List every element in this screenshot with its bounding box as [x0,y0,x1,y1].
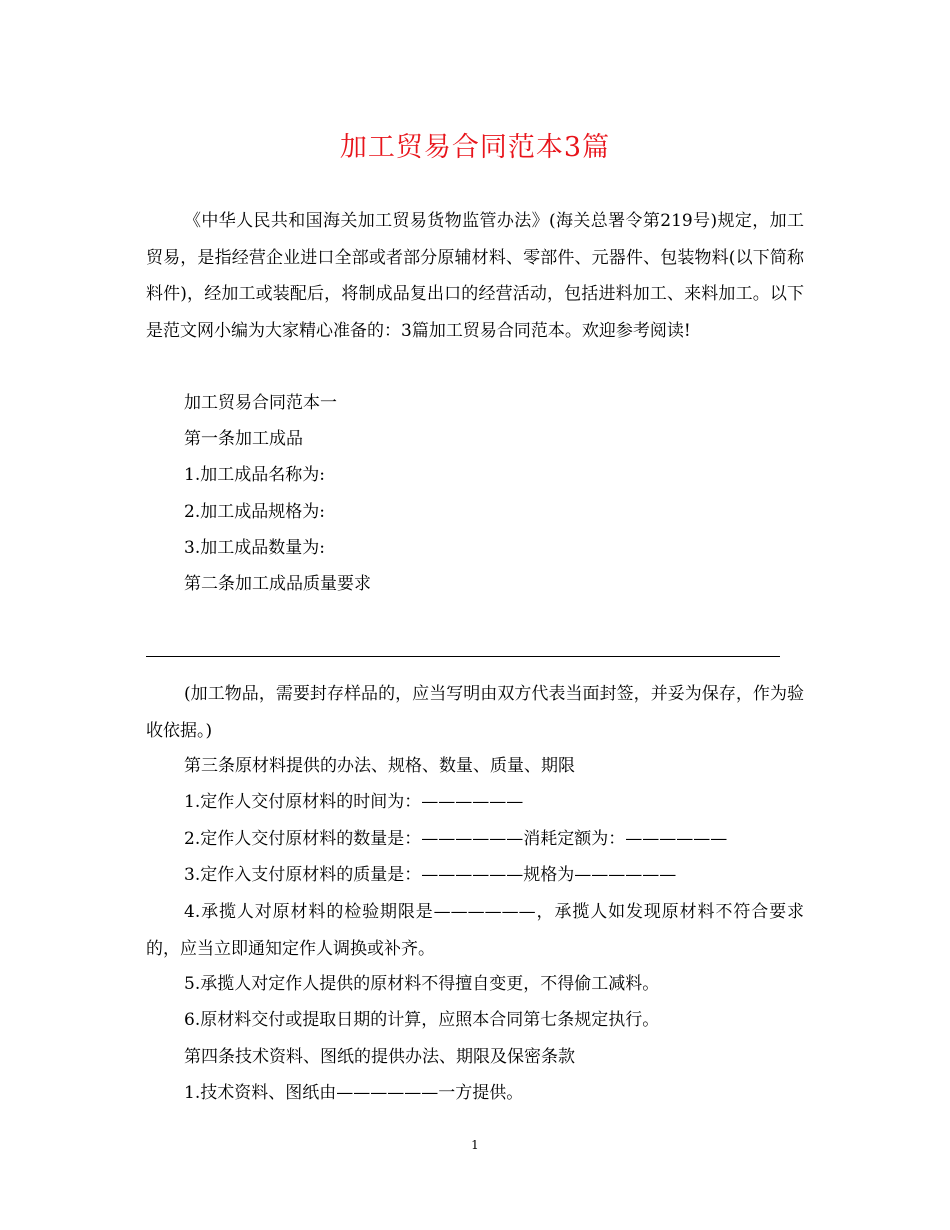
article-3-item-4: 4.承揽人对原材料的检验期限是——————，承揽人如发现原材料不符合要求的，应当立即通知定作人调换或补齐。 [146,902,804,959]
article-4-heading: 第四条技术资料、图纸的提供办法、期限及保密条款 [184,1047,575,1067]
page-number: 1 [471,1138,479,1152]
article-1-item-1: 1.加工成品名称为: [184,465,325,485]
article-1-item-2: 2.加工成品规格为: [184,502,325,522]
intro-paragraph: 《中华人民共和国海关加工贸易货物监管办法》(海关总署令第219号)规定，加工贸易，是指经营企业进口全部或者部分原辅材料、零部件、元器件、包装物料(以下简称料件)，经加工或装配后，将制成品复出口的经营活动，包括进料加工、来料加工。以下是范文网小编为大家精心准备的：3篇加工贸易合同范本。欢迎参考阅读! [146,211,804,341]
article-3-item-5: 5.承揽人对定作人提供的原材料不得擅自变更，不得偷工减料。 [184,974,660,994]
article-3-item-1: 1.定作人交付原材料的时间为：—————— [184,792,524,812]
document-title: 加工贸易合同范本3篇 [339,132,611,163]
article-2-heading: 第二条加工成品质量要求 [184,574,371,594]
article-1-heading: 第一条加工成品 [184,429,303,449]
section-heading: 加工贸易合同范本一 [184,393,337,413]
article-3-item-6: 6.原材料交付或提取日期的计算，应照本合同第七条规定执行。 [184,1010,660,1030]
article-3-item-2: 2.定作人交付原材料的数量是：——————消耗定额为：—————— [184,829,728,849]
article-3-heading: 第三条原材料提供的办法、规格、数量、质量、期限 [184,756,575,776]
blank-fill-line [146,656,780,657]
article-1-item-3: 3.加工成品数量为: [184,538,325,558]
article-4-item-1: 1.技术资料、图纸由——————一方提供。 [184,1083,524,1103]
article-3-item-3: 3.定作入支付原材料的质量是：——————规格为—————— [184,865,677,885]
article-2-note: (加工物品，需要封存样品的，应当写明由双方代表当面封签，并妥为保存，作为验收依据。) [146,684,804,741]
